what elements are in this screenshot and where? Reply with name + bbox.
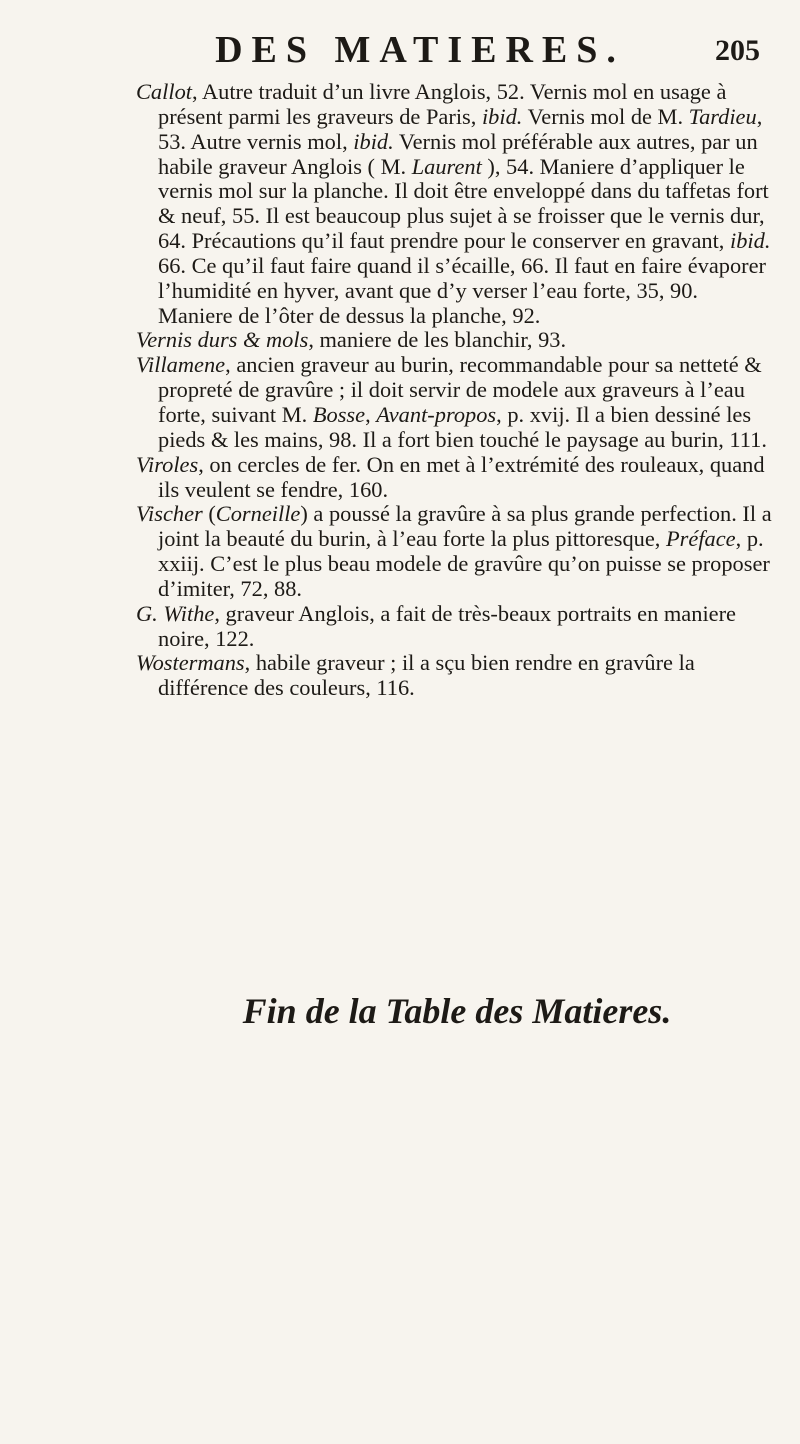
entry-text: ( [202,501,216,527]
entry-headword: Villamene [136,352,226,378]
entry-headword: Vernis durs & mols [136,327,309,353]
entry-headword: Vischer [136,501,203,527]
page-header [120,28,760,78]
entry-text: , Autre traduit d’un livre Anglois, 52. Vernis mol en usage à présent parmi les graveurs de Paris, [158,79,727,129]
entry-text: , maniere de les blanchir, 93. [308,327,567,353]
entry-italic-text: Avant-propos [376,401,497,427]
index-entry [136,651,778,701]
entry-text: ), 54. Maniere d’appliquer le vernis mol sur la planche. Il doit être enveloppé dans du taffetas fort & neuf, 55. Il est beaucoup plus sujet à se froisser que le vernis dur, 64. Précautions qu’il faut prendre pour le conserver en gravant, [158,153,769,254]
entry-headword: G. Withe [136,600,215,626]
entry-italic-text: Corneille [215,501,301,527]
entry-italic-text: Callot [136,79,192,104]
entry-italic-text: ibid. [481,103,523,129]
entry-text: Vernis mol de M. [522,103,689,129]
index-entry [136,353,778,452]
running-head: DES MATIERES. [215,29,625,71]
entry-text: 66. Ce qu’il faut faire quand il s’écaille, 66. Il faut en faire évaporer l’humidité en hyver, avant que d’y verser l’eau forte, 35, 90. Maniere de l’ôter de dessus la planche, 92. [158,252,767,328]
index-entry [136,80,778,328]
entry-text: , [365,401,377,427]
closing-line: Fin de la Table des Matieres. [242,991,672,1031]
index-entries [136,80,778,701]
entry-text: , on cercles de fer. On en met à l’extrémité des rouleaux, quand ils veulent se fendre, 160. [158,451,765,502]
entry-text: , habile graveur ; il a sçu bien rendre en gravûre la différence des couleurs, 116. [158,650,695,701]
entry-italic-text: Laurent [411,153,482,179]
entry-text: , p. xxiij. C’est le plus beau modele de gravûre qu’on puisse se proposer d’imiter, 72, 88. [158,526,770,601]
entry-italic-text: Tardieu [688,103,757,129]
entry-headword: Wostermans [136,650,245,676]
entry-text: , p. xvij. Il a bien dessiné les pieds & les mains, 98. Il a fort bien touché le paysage au burin, 111. [158,401,767,452]
entry-italic-text: Bosse [312,401,366,427]
index-entry [136,453,778,503]
index-entry [136,602,778,652]
entry-text: Vernis mol préférable aux autres, par un habile graveur Anglois ( M. [158,128,758,179]
entry-italic-text: ibid. [353,128,394,154]
page-number: 205 [715,34,760,67]
entry-headword: Viroles [136,451,199,477]
entry-text: , graveur Anglois, a fait de très-beaux portraits en maniere noire, 122. [158,600,736,651]
entry-text: , ancien graveur au burin, recommandable pour sa netteté & propreté de gravûre ; il doit servir de modele aux graveurs à l’eau forte, suivant M. [158,352,762,427]
entry-text: ) a poussé la gravûre à sa plus grande perfection. Il a joint la beauté du burin, à l’eau forte la plus pittoresque, [158,501,772,552]
entry-italic-text: ibid. [730,228,771,254]
index-entry [136,502,778,601]
index-entry [136,328,778,353]
entry-italic-text: Préface [666,526,736,552]
entry-text: , 53. Autre vernis mol, [158,103,763,154]
